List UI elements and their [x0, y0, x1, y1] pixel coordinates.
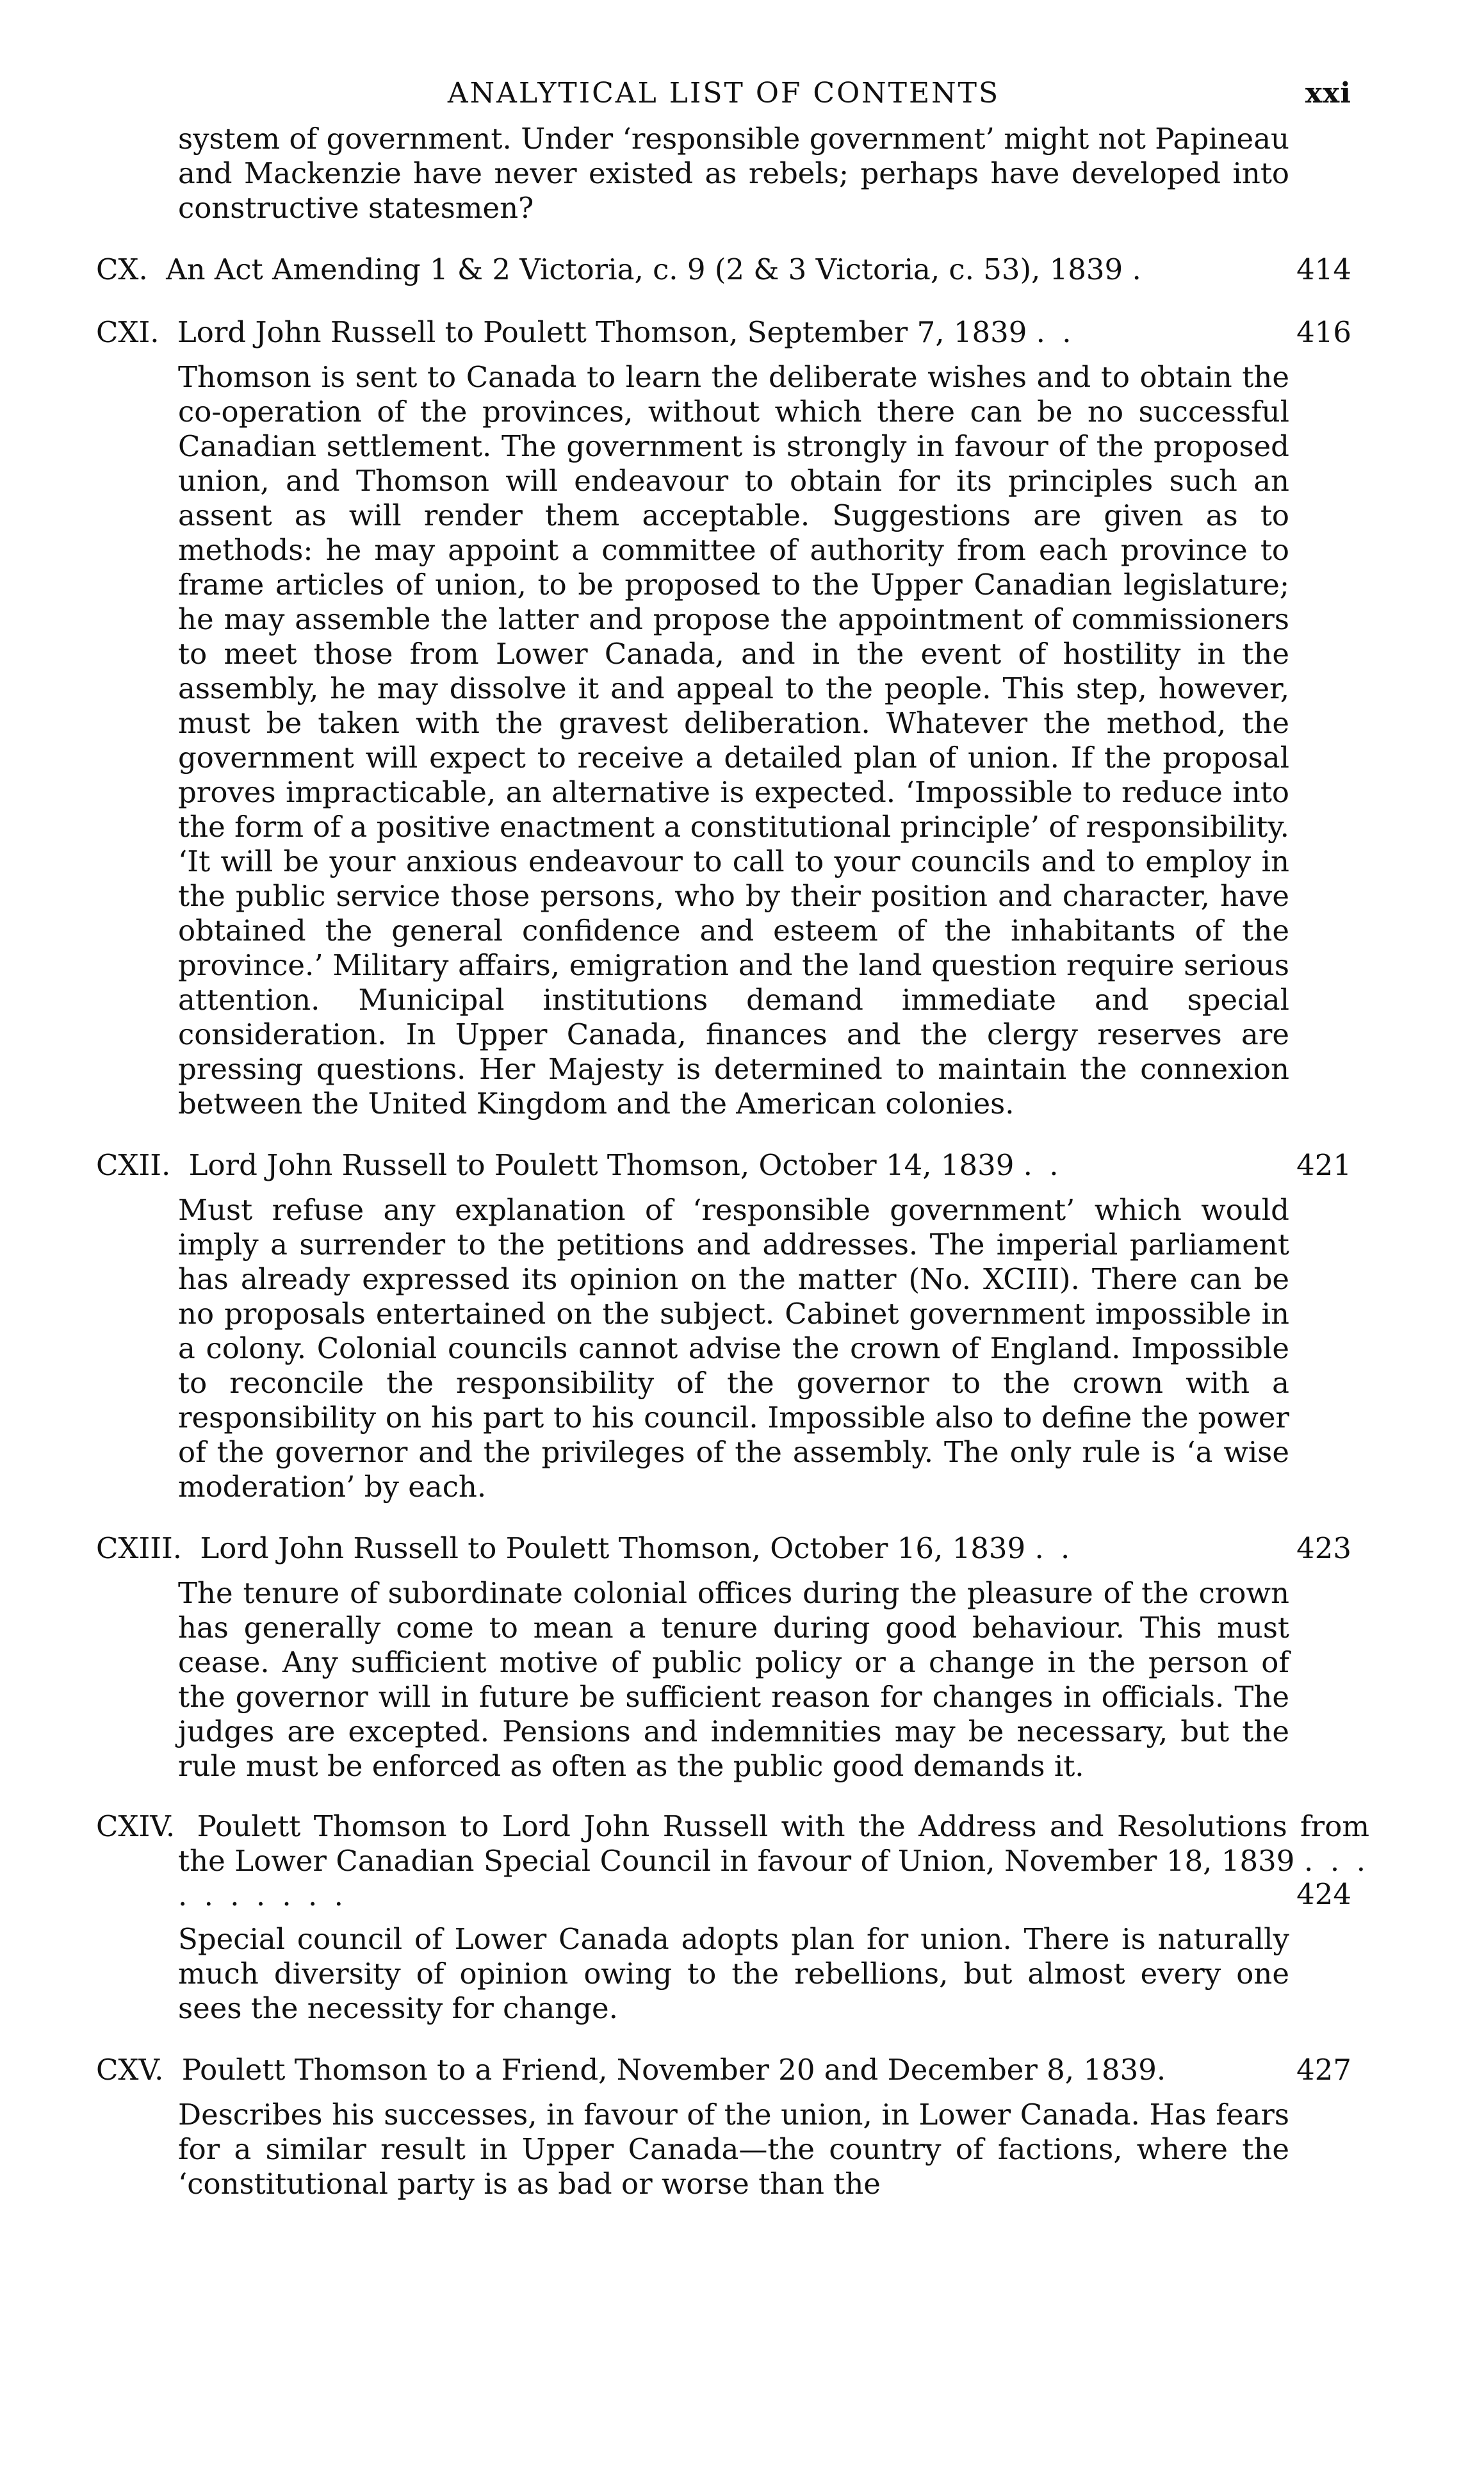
entry-title: An Act Amending 1 & 2 Victoria, c. 9 (2 & 3 Victoria, c. 53), 1839	[166, 252, 1123, 286]
dot-leader: .	[1132, 252, 1145, 286]
entry-cxii	[96, 1147, 1351, 1504]
page-number: xxi	[1305, 77, 1351, 110]
dot-leader: . .	[1034, 1531, 1074, 1565]
entry-heading	[96, 251, 1351, 288]
entry-summary: The tenure of subordinate colonial offices during the pleasure of the crown has generally come to mean a tenure during good behaviour. This must cease. Any sufficient motive of public policy or a change in the person of the governor will in future be sufficient reason for changes in officials. The judges are excepted. Pensions and indemnities may be necessary, but the rule must be enforced as often as the public good demands it.	[178, 1576, 1289, 1783]
entry-page-number: 423	[1296, 1531, 1351, 1565]
entry-heading	[96, 1147, 1351, 1184]
entry-number: CXI.	[96, 315, 159, 349]
entry-heading	[96, 2051, 1351, 2089]
continued-summary: system of government. Under ‘responsible government’ might not Papineau and Mackenzie have never existed as rebels; perhaps have developed into constructive statesmen?	[178, 122, 1289, 225]
dot-leader: . .	[1036, 315, 1075, 349]
entry-summary: Thomson is sent to Canada to learn the deliberate wishes and to obtain the co-operation of the provinces, without which there can be no successful Canadian settlement. The government is strongly in favour of the proposed union, and Thomson will endeavour to obtain for its principles such an assent as will render them acceptable. Suggestions are given as to methods: he may appoint a committee of authority from each province to frame articles of union, to be proposed to the Upper Canadian legislature; he may assemble the latter and propose the appointment of commissioners to meet those from Lower Canada, and in the event of hostility in the assembly, he may dissolve it and appeal to the people. This step, however, must be taken with the gravest deliberation. Whatever the method, the government will expect to receive a detailed plan of union. If the proposal proves impracticable, an alternative is expected. ‘Impossible to reduce into the form of a positive enactment a constitutional principle’ of responsibility. ‘It will be your anxious endeavour to call to your councils and to employ in the public service those persons, who by their position and character, have obtained the general confidence and esteem of the inhabitants of the province.’ Military affairs, emigration and the land question require serious attention. Municipal institutions demand immediate and special consideration. In Upper Canada, finances and the clergy reserves are pressing questions. Her Majesty is determined to maintain the connexion between the United Kingdom and the American colonies.	[178, 360, 1289, 1121]
entry-heading	[96, 1809, 1369, 1913]
entry-page-number: 424	[1296, 1877, 1351, 1911]
entry-number: CXII.	[96, 1148, 171, 1182]
entry-page-number: 416	[1296, 315, 1351, 349]
entry-summary: Special council of Lower Canada adopts plan for union. There is naturally much diversity of opinion owing to the rebellions, but almost every one sees the necessity for change.	[178, 1922, 1289, 2025]
entry-title: Lord John Russell to Poulett Thomson, October 16, 1839	[200, 1531, 1026, 1565]
entry-number: CXIII.	[96, 1531, 183, 1565]
entry-cxiii	[96, 1530, 1351, 1784]
entry-cxv	[96, 2051, 1351, 2201]
entry-title: Poulett Thomson to a Friend, November 20 and December 8, 1839.	[181, 2053, 1166, 2087]
contents-page	[96, 77, 1369, 2201]
dot-leader: . .	[1023, 1148, 1063, 1182]
entry-heading	[96, 314, 1351, 351]
entry-summary: Must refuse any explanation of ‘responsible government’ which would imply a surrender to the petitions and addresses. The imperial parliament has already expressed its opinion on the matter (No. XCIII). There can be no proposals entertained on the subject. Cabinet government impossible in a colony. Colonial councils cannot advise the crown of England. Impossible to reconcile the responsibility of the governor to the crown with a responsibility on his part to his council. Impossible also to define the power of the governor and the privileges of the assembly. The only rule is ‘a wise moderation’ by each.	[178, 1193, 1289, 1504]
entry-heading	[96, 1530, 1351, 1567]
dot-leader: . . . . . . . . . .	[178, 1844, 1369, 1912]
entry-cxi	[96, 314, 1351, 1121]
entry-number: CXV.	[96, 2053, 164, 2087]
entry-cxiv	[96, 1809, 1369, 2026]
entry-page-number: 414	[1296, 252, 1351, 286]
entry-title: Lord John Russell to Poulett Thomson, October 14, 1839	[188, 1148, 1015, 1182]
entry-number: CXIV.	[96, 1809, 175, 1843]
entry-title: Lord John Russell to Poulett Thomson, September 7, 1839	[177, 315, 1027, 349]
running-head	[96, 77, 1351, 122]
page-title: ANALYTICAL LIST OF CONTENTS	[447, 77, 1000, 110]
entry-page-number: 427	[1296, 2053, 1351, 2087]
entry-cx	[96, 251, 1351, 288]
entry-number: CX.	[96, 252, 148, 286]
entry-summary: Describes his successes, in favour of the union, in Lower Canada. Has fears for a similar result in Upper Canada—the country of factions, where the ‘constitutional party is as bad or worse than the	[178, 2098, 1289, 2201]
entry-title: Poulett Thomson to Lord John Russell with the Address and Resolutions from the Lower Canadian Special Council in favour of Union, November 18, 1839	[178, 1809, 1369, 1878]
entry-page-number: 421	[1296, 1148, 1351, 1182]
